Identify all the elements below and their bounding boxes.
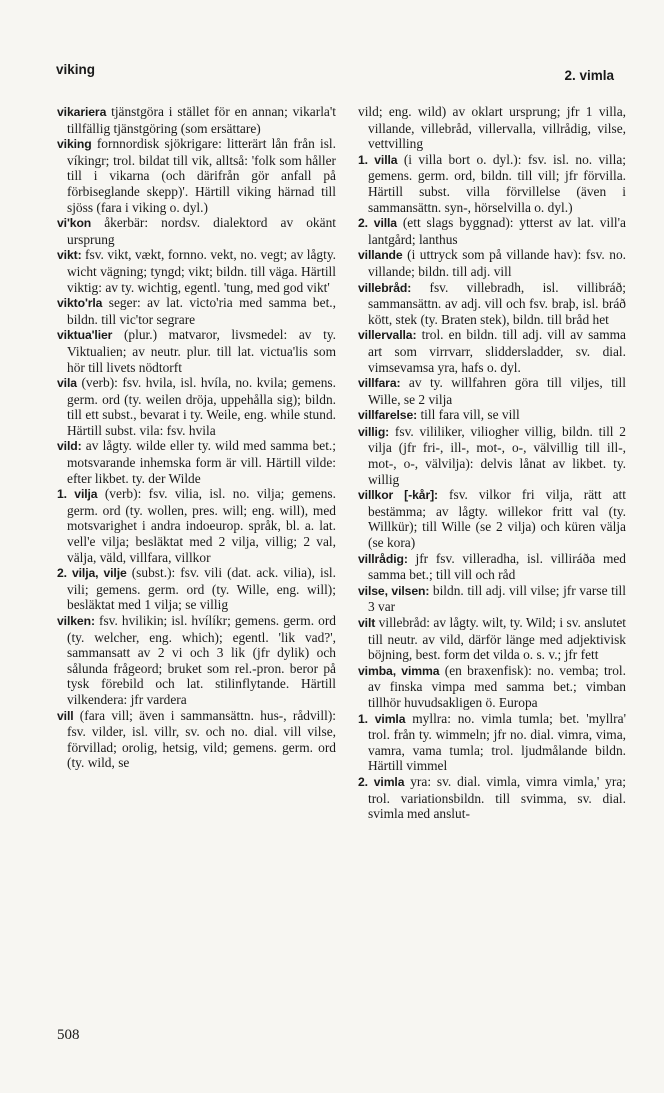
entry-text: av lågty. wilde eller ty. wild med samma bet.; motsvarande inhemska form är vill. Härtill vilde: efter likbet. ty. der Wilde <box>67 438 336 486</box>
headword: 1. villa <box>358 152 398 167</box>
entry-text: av ty. willfahren göra till viljes, till Wille, se 2 vilja <box>368 375 626 407</box>
dictionary-entry <box>57 295 336 327</box>
headword: villfarelse: <box>358 408 418 423</box>
dictionary-entry <box>358 247 626 279</box>
headword: villrådig: <box>358 551 408 566</box>
dictionary-entry <box>57 708 336 771</box>
entry-text: (verb): fsv. vilia, isl. no. vilja; gemens. germ. ord (ty. wollen, pres. will; eng. will), med motsvarighet i andra indoeurop. språk, bl. a. lat. vell'e vilja; besläktat med 2 vilja, villig; 2 val, välja, väld, villfara, villkor <box>67 486 336 565</box>
headword: vikt: <box>57 248 82 263</box>
dictionary-entry <box>57 327 336 375</box>
right-column <box>358 104 626 822</box>
dictionary-entry <box>358 615 626 663</box>
entry-text: (i uttryck som på villande hav): fsv. no. villande; bildn. till adj. vill <box>368 247 626 279</box>
entry-text: åkerbär: nordsv. dialektord av okänt ursprung <box>67 215 336 247</box>
page-header <box>56 62 612 82</box>
dictionary-entry <box>57 486 336 565</box>
running-head-right: 2. vimla <box>564 68 614 83</box>
dictionary-entry <box>358 424 626 487</box>
running-head-left: viking <box>56 62 96 77</box>
headword: villfara: <box>358 376 401 391</box>
dictionary-entry <box>57 136 336 215</box>
headword: vilse, vilsen: <box>358 583 430 598</box>
headword: 2. vimla <box>358 774 405 789</box>
dictionary-entry <box>57 565 336 613</box>
entry-text: villebråd: av lågty. wilt, ty. Wild; i sv. anslutet till neutr. av vild, därför länge med adjektivisk böjning, best. form det vilda o. s. v.; jfr fett <box>368 615 626 663</box>
entry-text: seger: av lat. victo'ria med samma bet., bildn. till vic'tor segrare <box>67 295 336 327</box>
entry-text: fsv. vilkor fri vilja, rätt att bestämma; av lågty. willekor fritt val (ty. Willkür); till Wille (se 2 vilja) och küren välja (se kora) <box>368 487 626 551</box>
headword: villande <box>358 248 403 263</box>
entry-text: fsv. vikt, vækt, fornno. vekt, no. vegt; av lågty. wicht vägning; tyngd; vikt; bildn. till väga. Härtill viktig: av ty. wichtig, egentl. 'tung, med god vikt' <box>67 247 336 295</box>
headword: vild: <box>57 439 82 454</box>
entry-text: tjänstgöra i stället för en annan; vikarla't tillfällig tjänstgöring (som ersättare) <box>67 104 336 136</box>
entry-text: fornnordisk sjökrigare: litterärt lån från isl. víkingr; trol. bildat till vik, alltså: 'folk som håller till i vikarna (och därifrån gör anfall på förbiseglande skepp)'. Härtill viking härnad till sjöss (fara i viking o. dyl.) <box>67 136 336 215</box>
entry-text: (en braxenfisk): no. vemba; trol. av finska vimpa med samma bet.; vimban tillhör huvudsakligen ö. Europa <box>368 662 626 710</box>
entry-text: fsv. villebradh, isl. villibráð; sammansättn. av adj. vill och fsv. braþ, isl. bráð kött, stek (ty. Braten stek), bildn. till bråd het <box>368 279 626 327</box>
headword: villervalla: <box>358 328 417 343</box>
headword: vimba, vimma <box>358 663 440 678</box>
dictionary-entry <box>57 104 336 136</box>
headword: villkor [-kår]: <box>358 488 438 503</box>
dictionary-entry <box>358 487 626 550</box>
left-column <box>57 104 336 771</box>
entry-text: jfr fsv. villeradha, isl. villiráða med samma bet.; till vill och råd <box>368 550 626 583</box>
dictionary-entry <box>57 438 336 486</box>
headword: 1. vimla <box>358 711 406 726</box>
headword: villebråd: <box>358 280 412 295</box>
dictionary-entry <box>358 551 626 583</box>
headword: 2. vilja, vilje <box>57 566 127 581</box>
entry-text: (verb): fsv. hvila, isl. hvíla, no. kvila; gemens. germ. ord (ty. weilen dröja, uppehålla sig); bildn. till ett subst., bevarat i ty. Weile, eng. while stund. Härtill subst. vila: fsv. hvila <box>67 375 336 438</box>
headword: vilt <box>358 616 376 630</box>
page-number: 508 <box>57 1027 80 1043</box>
entry-text: myllra: no. vimla tumla; bet. 'myllra' trol. från ty. wimmeln; jfr no. dial. vimra, vima, vamra, vama tumla; trol. ljudmålande bildn. Härtill vimmel <box>368 710 626 774</box>
dictionary-entry <box>358 280 626 328</box>
dictionary-entry <box>57 215 336 247</box>
dictionary-entry <box>358 327 626 375</box>
headword: vikto'rla <box>57 296 103 311</box>
entry-text: bildn. till adj. vill vilse; jfr varse till 3 var <box>368 582 626 615</box>
entry-text: (i villa bort o. dyl.): fsv. isl. no. villa; gemens. germ. ord, bildn. till vill; jfr förvilla. Härtill subst. villa förvillelse (även i sammansättn. syn-, hörselvilla o. dyl.) <box>368 151 627 215</box>
headword: 2. villa <box>358 216 397 231</box>
headword: vilken: <box>57 614 95 628</box>
entry-text: (plur.) matvaror, livsmedel: av ty. Viktualien; av neutr. plur. till lat. victua'lis som hör till livets nödtorft <box>67 327 336 375</box>
entry-text: fsv. vililiker, viliogher villig, bildn. till 2 vilja (jfr fri-, ill-, mot-, o-, välvillig till ill-, mot-, o-, välvilja): delvis lånat av likbet. ty. willig <box>368 423 626 487</box>
entry-text: (ett slags byggnad): ytterst av lat. vill'a lantgård; lanthus <box>368 215 626 247</box>
dictionary-entry <box>358 152 626 215</box>
entry-text: vild; eng. wild) av oklart ursprung; jfr 1 villa, villande, villebråd, villervalla, villrådig, vilse, vettvilling <box>358 104 626 152</box>
dictionary-entry <box>358 407 626 424</box>
headword: villig: <box>358 424 390 439</box>
entry-text: (subst.): fsv. vili (dat. ack. vilia), isl. vili; gemens. germ. ord (ty. Wille, eng. will); besläktat med 1 vilja; se villig <box>67 565 336 613</box>
dictionary-entry-continued <box>358 104 626 152</box>
entry-text: (fara vill; även i sammansättn. hus-, rådvill): fsv. vilder, isl. villr, sv. och no. dial. vill vilse, förvillad; orolig, hetsig, vild; gemens. germ. ord (ty. wild, se <box>67 707 336 771</box>
dictionary-entry <box>358 711 626 774</box>
headword: vill <box>57 708 74 723</box>
dictionary-entry <box>57 247 336 295</box>
entry-text: till fara vill, se vill <box>417 407 520 423</box>
dictionary-entry <box>358 663 626 711</box>
dictionary-entry <box>358 375 626 407</box>
headword: vikariera <box>57 105 107 119</box>
headword: viking <box>57 137 92 152</box>
entry-text: trol. en bildn. till adj. vill av samma art som virrvarr, sliddersladder, sv. dial. vimsevamsa yra, hafs o. dyl. <box>368 327 626 375</box>
headword: viktua'lier <box>57 328 113 343</box>
entry-text: yra: sv. dial. vimla, vimra vimla,' yra; trol. variationsbildn. till svimma, sv. dial. svimla med anslut- <box>368 773 626 822</box>
dictionary-entry <box>358 215 626 247</box>
headword: vi'kon <box>57 216 92 231</box>
dictionary-entry <box>358 583 626 615</box>
headword: 1. vilja <box>57 487 98 502</box>
headword: vila <box>57 376 77 391</box>
dictionary-entry <box>57 375 336 438</box>
dictionary-entry <box>57 613 336 708</box>
dictionary-entry <box>358 774 626 822</box>
entry-text: fsv. hvilikin; isl. hvílíkr; gemens. germ. ord (ty. welcher, eng. which); egentl. 'lik vad?', sammansatt av 2 vi och 3 lik (jfr dylik) och sålunda frågeord; bruket som rel.-pron. beror på tysk förebild och lat. stilinflytande. Härtill vilkendera: jfr vardera <box>67 613 336 707</box>
